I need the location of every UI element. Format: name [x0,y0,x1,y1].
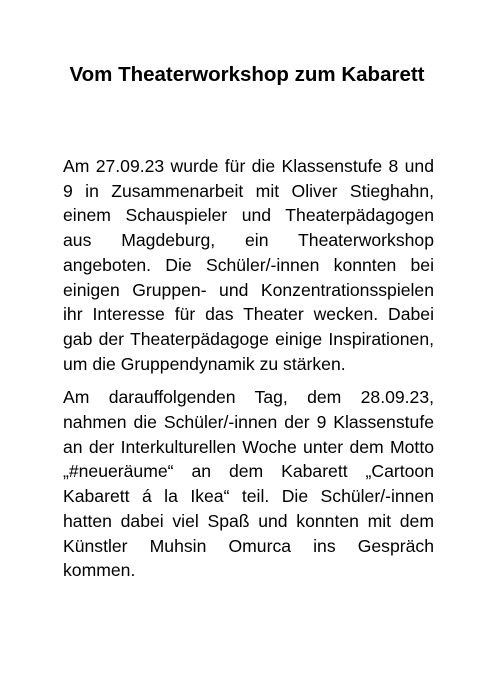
paragraph-kabarett: Am darauffolgenden Tag, dem 28.09.23, nahmen die Schüler/-innen der 9 Klassenstufe an der Interkulturellen Woche unter dem Motto „#neueräume“ an dem Kabarett „Cartoon Kabarett á la Ikea“ teil. Die Schüler/-innen hatten dabei viel Spaß und konnten mit dem Künstler Muhsin Omurca ins Gespräch kommen. [63,387,434,581]
paragraph-theaterworkshop: Am 27.09.23 wurde für die Klassenstufe 8 und 9 in Zusammenarbeit mit Oliver Stieghahn, einem Schauspieler und Theaterpädagogen aus Magdeburg, ein Theaterworkshop angeboten. Die Schüler/-innen konnten bei einigen Gruppen- und Konzentrationsspielen ihr Interesse für das Theater wecken. Dabei gab der Theaterpädagoge einige Inspirationen, um die Gruppendynamik zu stärken. [63,156,434,374]
document-body [63,154,434,592]
document-title: Vom Theaterworkshop zum Kabarett [69,63,425,86]
